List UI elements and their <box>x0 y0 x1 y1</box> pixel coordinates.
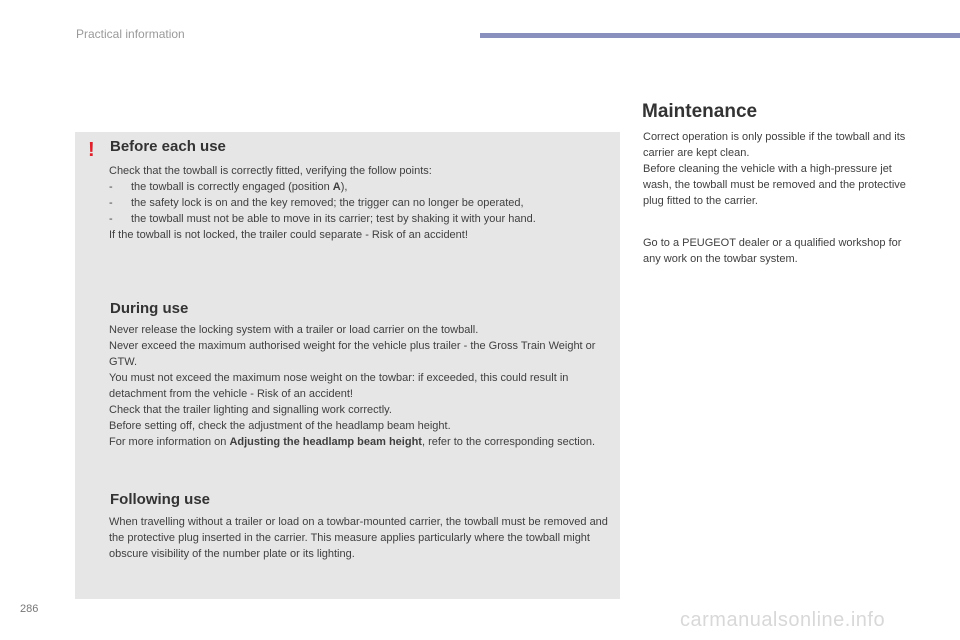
during-use-heading: During use <box>110 300 189 317</box>
maintenance-p1: Correct operation is only possible if the towball and its carrier are kept clean. <box>643 131 906 159</box>
maintenance-heading: Maintenance <box>642 101 758 122</box>
list-item: - the safety lock is on and the key removed; the trigger can no longer be operated, <box>109 197 524 209</box>
during-p3: You must not exceed the maximum nose weight on the towbar: if exceeded, this could result in detachment from the vehicle - Risk of an accident! <box>109 372 569 400</box>
before-each-use-heading: Before each use <box>110 138 226 155</box>
watermark: carmanualsonline.info <box>680 609 886 631</box>
during-use-text <box>109 322 614 450</box>
list-item: - the towball must not be able to move in its carrier; test by shaking it with your hand. <box>109 213 536 225</box>
before-outro: If the towball is not locked, the trailer could separate - Risk of an accident! <box>109 229 468 241</box>
during-p4: Check that the trailer lighting and signalling work correctly. <box>109 404 392 416</box>
during-p6: For more information on Adjusting the headlamp beam height, refer to the corresponding section. <box>109 436 596 448</box>
following-use-heading: Following use <box>110 491 210 508</box>
during-p5: Before setting off, check the adjustment of the headlamp beam height. <box>109 420 451 432</box>
header-bar <box>480 33 960 38</box>
following-text: When travelling without a trailer or load on a towbar-mounted carrier, the towball must be removed and the protective plug inserted in the carrier. This measure applies particularly where the towball might obscure visibility of the number plate or its lighting. <box>109 516 608 560</box>
maintenance-p3: Go to a PEUGEOT dealer or a qualified workshop for any work on the towbar system. <box>643 237 902 265</box>
page-number: 286 <box>20 603 39 615</box>
during-p2: Never exceed the maximum authorised weight for the vehicle plus trailer - the Gross Train Weight or GTW. <box>109 340 596 368</box>
maintenance-text <box>643 129 913 209</box>
during-p1: Never release the locking system with a trailer or load carrier on the towball. <box>109 324 479 336</box>
exclamation-icon: ! <box>88 139 95 161</box>
maintenance-p2: Before cleaning the vehicle with a high-pressure jet wash, the towball must be removed and the protective plug fitted to the carrier. <box>643 163 906 207</box>
following-use-text <box>109 514 609 562</box>
maintenance-dealer-text <box>643 235 908 267</box>
before-each-use-text <box>109 163 614 243</box>
before-intro: Check that the towball is correctly fitted, verifying the follow points: <box>109 165 432 177</box>
list-item: - the towball is correctly engaged (position A), <box>109 181 348 193</box>
section-label: Practical information <box>76 27 185 41</box>
